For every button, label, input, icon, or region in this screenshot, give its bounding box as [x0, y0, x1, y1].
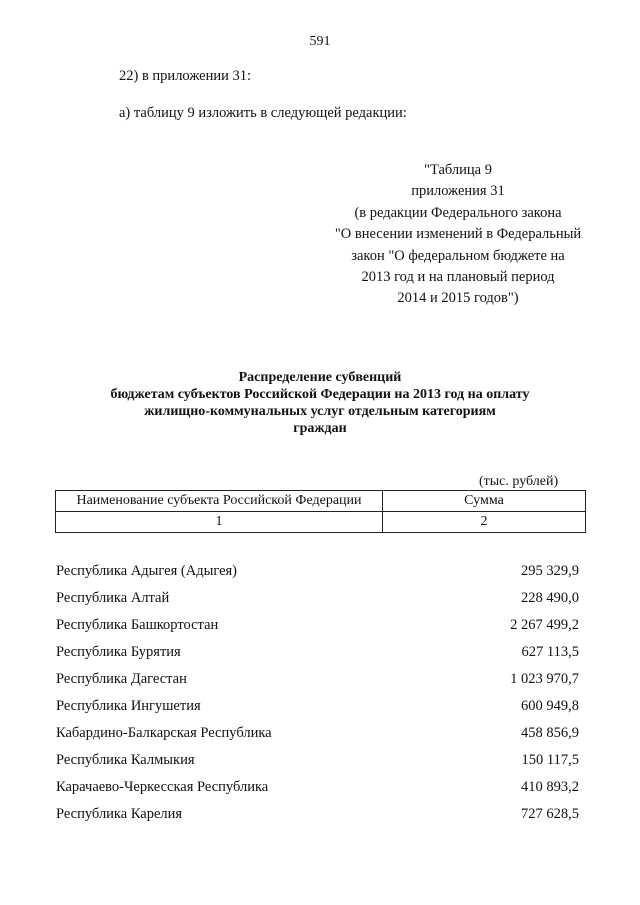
header-row: [56, 491, 586, 512]
attachment-heading-line: 2013 год и на плановый период: [361, 269, 555, 286]
table-row: [56, 563, 579, 583]
region-amount: 627 113,5: [521, 644, 579, 660]
title-line: жилищно-коммунальных услуг отдельным категориям: [144, 404, 496, 419]
attachment-heading: [322, 160, 594, 310]
intro-item: 22) в приложении 31:: [119, 68, 252, 84]
table-row: [56, 671, 579, 691]
attachment-heading-line: "О внесении изменений в Федеральный: [334, 226, 582, 243]
region-name: Республика Калмыкия: [56, 752, 195, 768]
column-number-2: 2: [383, 512, 586, 533]
attachment-heading-line: (в редакции Федерального закона: [354, 204, 562, 221]
region-amount: 228 490,0: [521, 590, 579, 606]
region-amount: 295 329,9: [521, 563, 579, 579]
page-number: 591: [309, 34, 331, 49]
table-row: [56, 590, 579, 610]
region-amount: 2 267 499,2: [510, 617, 579, 633]
region-amount: 410 893,2: [521, 779, 579, 795]
table-row: [56, 698, 579, 718]
region-name: Кабардино-Балкарская Республика: [56, 725, 272, 741]
region-name: Республика Ингушетия: [56, 698, 201, 714]
header-cell-sum: Сумма: [383, 491, 586, 512]
attachment-heading-line: приложения 31: [411, 183, 505, 200]
intro-subitem: а) таблицу 9 изложить в следующей редакции:: [119, 105, 407, 121]
region-name: Республика Башкортостан: [56, 617, 219, 633]
table-row: [56, 752, 579, 772]
header-cell-name: Наименование субъекта Российской Федерации: [56, 491, 383, 512]
region-name: Республика Алтай: [56, 590, 170, 606]
title-line: Распределение субвенций: [238, 370, 402, 385]
table-row: [56, 644, 579, 664]
table-header: [55, 490, 586, 533]
region-amount: 1 023 970,7: [510, 671, 579, 687]
table-row: [56, 617, 579, 637]
unit-label: (тыс. рублей): [479, 474, 559, 489]
table-row: [56, 779, 579, 799]
document-title: [40, 369, 600, 437]
attachment-heading-line: 2014 и 2015 годов"): [397, 290, 519, 307]
region-name: Республика Карелия: [56, 806, 183, 822]
table-row: [56, 806, 579, 826]
region-name: Республика Адыгея (Адыгея): [56, 563, 238, 579]
table-row: [56, 725, 579, 745]
region-name: Республика Дагестан: [56, 671, 187, 687]
region-amount: 150 117,5: [521, 752, 579, 768]
region-amount: 458 856,9: [521, 725, 579, 741]
region-name: Карачаево-Черкесская Республика: [56, 779, 269, 795]
attachment-heading-line: закон "О федеральном бюджете на: [351, 247, 565, 264]
region-name: Республика Бурятия: [56, 644, 181, 660]
column-number-row: [56, 512, 586, 533]
column-number-1: 1: [56, 512, 383, 533]
region-amount: 600 949,8: [521, 698, 579, 714]
title-line: бюджетам субъектов Российской Федерации на 2013 год на оплату: [110, 387, 530, 402]
attachment-heading-line: "Таблица 9: [424, 162, 492, 178]
region-amount: 727 628,5: [521, 806, 579, 822]
title-line: граждан: [293, 421, 347, 436]
